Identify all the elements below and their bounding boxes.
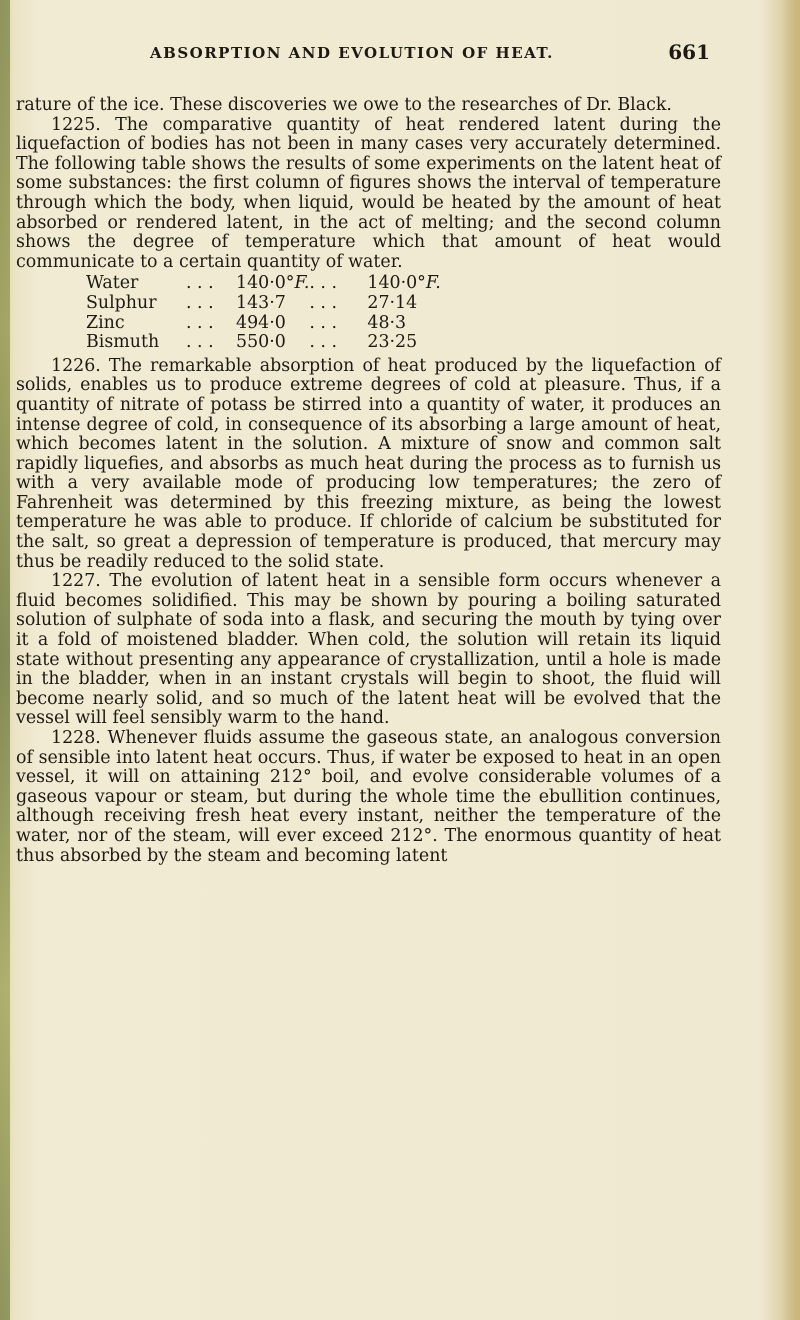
substance-name: Sulphur	[86, 292, 157, 313]
paragraph-continuation: rature of the ice. These discoveries we owe to the researches of Dr. Black.	[16, 95, 672, 115]
leader-dots: . . .	[309, 312, 338, 333]
interval-value: 494·0	[236, 312, 286, 333]
table-row	[86, 274, 447, 294]
water-degree-value: 23·25	[367, 332, 418, 353]
substance-name: Zinc	[86, 312, 125, 333]
running-title: ABSORPTION AND EVOLUTION OF HEAT.	[150, 44, 554, 62]
leader-dots: . . .	[186, 273, 214, 294]
body-text	[16, 96, 721, 866]
water-degree-value: 48·3	[367, 312, 407, 333]
interval-value: 550·0	[236, 332, 286, 353]
paragraph-1227: 1227. The evolution of latent heat in a sensible form occurs whenever a fluid becomes solidified. This may be shown by pouring a boiling saturated solution of sulphate of soda into a flask, and securing the mouth by tying over it a fold of moistened bladder. When cold, the solution will retain its liquid state without presenting any appearance of crystallization, until a hole is made in the bladder, when in an instant crystals will begin to shoot, the fluid will become nearly solid, and so much of the latent heat will be evolved that the vessel will feel sensibly warm to the hand.	[16, 571, 721, 729]
paragraph-1225: 1225. The comparative quantity of heat rendered latent during the liquefaction of bodies has not been in many cases very accurately determined. The following table shows the results of some experiments on the latent heat of some substances: the first column of figures shows the interval of temperature through which the body, when liquid, would be heated by the amount of heat absorbed or rendered latent, in the act of melting; and the second column shows the degree of temperature which that amount of heat would communicate to a certain quantity of water.	[16, 114, 721, 272]
paragraph-1228: 1228. Whenever fluids assume the gaseous state, an analogous conversion of sensible into latent heat occurs. Thus, if water be exposed to heat in an open vessel, it will on attaining 212° boil, and evolve considerable volumes of a gaseous vapour or steam, but during the whole time the ebullition continues, although receiving fresh heat every instant, neither the temperature of the water, nor of the steam, will ever exceed 212°. The enormous quantity of heat thus absorbed by the steam and becoming latent	[16, 728, 721, 866]
table-row	[86, 333, 447, 353]
substance-name: Water	[86, 273, 139, 294]
leader-dots: . . .	[309, 332, 338, 353]
table-row	[86, 314, 447, 334]
unit-label: F.	[294, 273, 310, 294]
page-number: 661	[668, 40, 710, 64]
substance-name: Bismuth	[86, 332, 160, 353]
leader-dots: . . .	[309, 273, 338, 294]
water-degree-value: 140·0°F.	[367, 273, 441, 294]
leader-dots: . . .	[186, 312, 214, 333]
leader-dots: . . .	[186, 332, 214, 353]
leader-dots: . . .	[186, 292, 214, 313]
leader-dots: . . .	[309, 292, 338, 313]
unit-label: F.	[425, 273, 441, 294]
binding-gutter	[0, 0, 10, 1320]
paragraph-1226: 1226. The remarkable absorption of heat produced by the liquefaction of solids, enables us to produce extreme degrees of cold at pleasure. Thus, if a quantity of nitrate of potass be stirred into a quantity of water, it produces an intense degree of cold, in consequence of its absorbing a large amount of heat, which becomes latent in the solution. A mixture of snow and common salt rapidly liquefies, and absorbs as much heat during the process as to furnish us with a very available mode of producing low temperatures; the zero of Fahrenheit was determined by this freezing mixture, as being the lowest temperature he was able to produce. If chloride of calcium be substituted for the salt, so great a depression of temperature is produced, that mercury may thus be readily reduced to the solid state.	[16, 355, 721, 572]
water-degree-value: 27·14	[367, 292, 418, 313]
table-row	[86, 294, 447, 314]
latent-heat-table	[86, 274, 447, 352]
interval-value: 143·7	[236, 292, 286, 313]
page-edge-shadow	[782, 0, 800, 1320]
interval-value: 140·0°F.	[236, 273, 310, 294]
